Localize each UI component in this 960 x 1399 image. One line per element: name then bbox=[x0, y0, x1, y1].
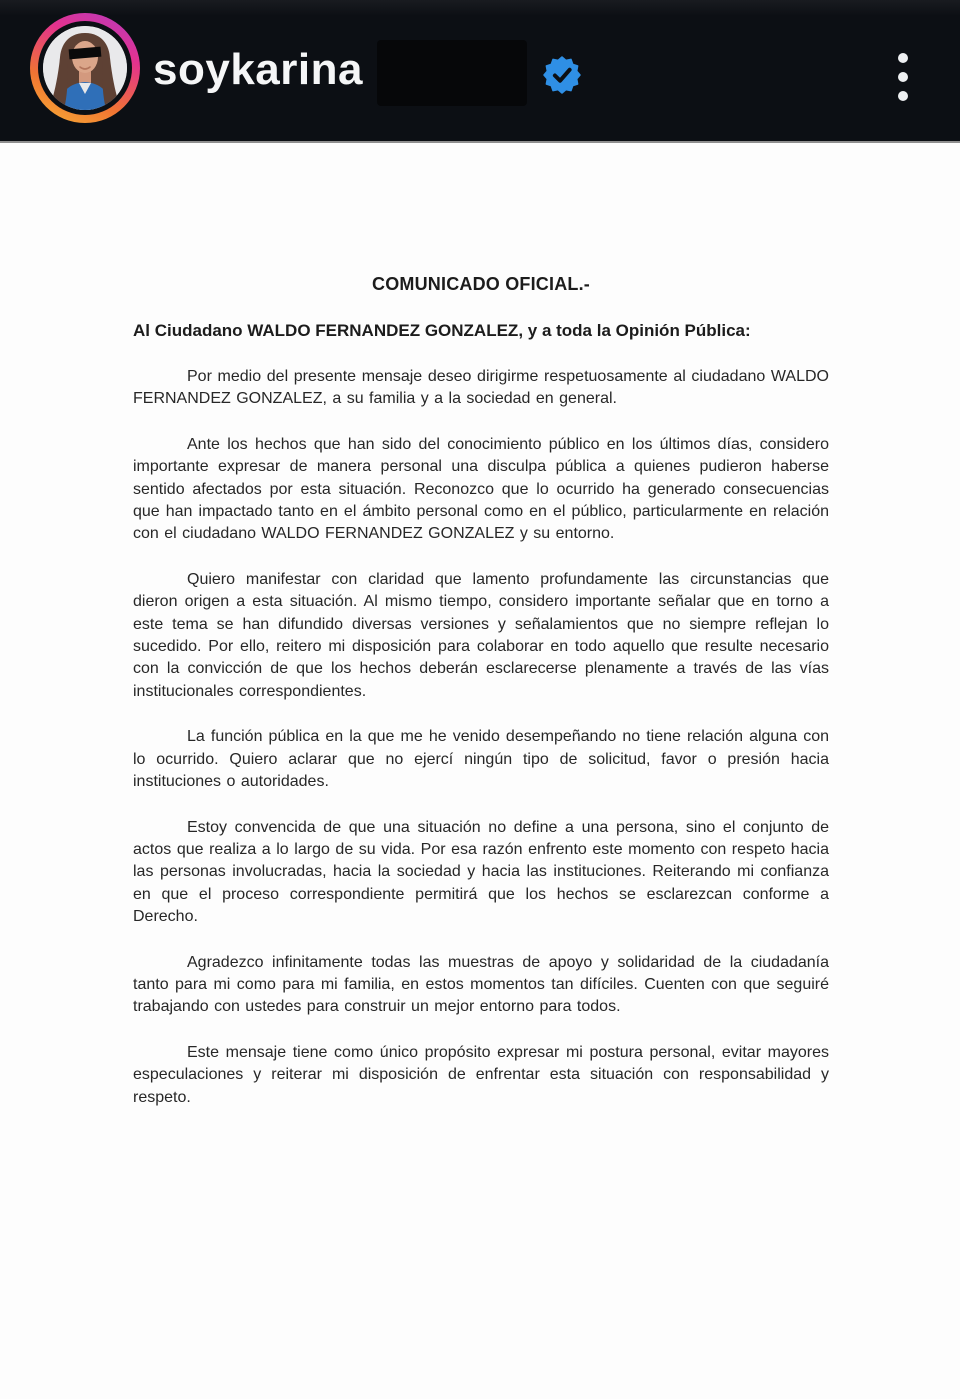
document-paragraph-3: Quiero manifestar con claridad que lamento profundamente las circunstancias que dieron origen a esta situación. Al mismo tiempo, considero importante señalar que en torno a este tema se han difundido diversas versiones y señalamientos que no siempre reflejan lo sucedido. Por ello, reitero mi disposición para colaborar en todo aquello que resulte necesario con la convicción de que los hechos deberán esclarecerse plenamente a través de las vías institucionales correspondientes. bbox=[133, 570, 829, 700]
document-paragraph-2: Ante los hechos que han sido del conocimiento público en los últimos días, considero importante expresar de manera personal una disculpa pública a quienes pudieron haberse sentido afectados por esta situación. Reconozco que lo ocurrido ha generado consecuencias que han impactado tanto en el ámbito personal como en el público, particularmente en relación con el ciudadano WALDO FERNANDEZ GONZALEZ y su entorno. bbox=[133, 435, 829, 543]
verified-badge-icon bbox=[543, 56, 581, 94]
profile-avatar[interactable] bbox=[43, 26, 127, 110]
document-paragraph-6: Agradezco infinitamente todas las muestras de apoyo y solidaridad de la ciudadanía tanto para mi como para mi familia, en estos momentos tan difíciles. Cuenten con que seguiré trabajando con ustedes para construir un mejor entorno para todos. bbox=[133, 953, 829, 1016]
username[interactable]: soykarina bbox=[153, 44, 363, 94]
kebab-menu-icon bbox=[898, 53, 908, 63]
story-header bbox=[0, 0, 960, 143]
more-options-button[interactable] bbox=[896, 48, 910, 105]
document-paragraph-1: Por medio del presente mensaje deseo dirigirme respetuosamente al ciudadano WALDO FERNANDEZ GONZALEZ, a su familia y a la sociedad en general. bbox=[133, 368, 829, 408]
document-paragraph-5: Estoy convencida de que una situación no define a una persona, sino el conjunto de actos que realiza a lo largo de su vida. Por esa razón enfrento este momento con respeto hacia las personas involucradas, hacia la sociedad y hacia las instituciones. Reiterando mi confianza en que el proceso correspondiente permitirá que los hechos se esclarezcan conforme a Derecho. bbox=[133, 818, 829, 926]
kebab-menu-icon bbox=[898, 91, 908, 101]
avatar-ring-gap bbox=[38, 21, 132, 115]
avatar-story-ring[interactable] bbox=[30, 13, 140, 123]
avatar-illustration-icon bbox=[43, 26, 127, 110]
document-salutation: Al Ciudadano WALDO FERNANDEZ GONZALEZ, y a toda la Opinión Pública: bbox=[133, 321, 751, 340]
kebab-menu-icon bbox=[898, 72, 908, 82]
document-paragraph-4: La función pública en la que me he venido desempeñando no tiene relación alguna con lo ocurrido. Quiero aclarar que no ejercí ningún tipo de solicitud, favor o presión hacia instituciones o autoridades. bbox=[133, 728, 829, 791]
document-paragraph-7: Este mensaje tiene como único propósito expresar mi postura personal, evitar mayores especulaciones y reiterar mi disposición de enfrentar esta situación con responsabilidad y respeto. bbox=[133, 1043, 829, 1106]
official-statement-document bbox=[0, 143, 960, 1172]
document-title: COMUNICADO OFICIAL.- bbox=[372, 274, 590, 294]
redacted-username-overlay bbox=[377, 40, 527, 106]
